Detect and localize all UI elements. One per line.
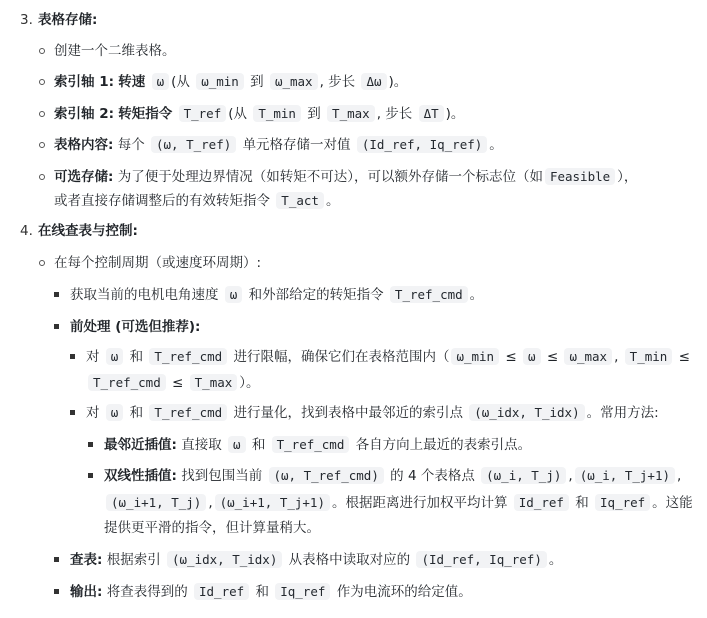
bl-c2: , (677, 468, 682, 484)
code-t-ref-cmd: T_ref_cmd (149, 348, 227, 365)
bl-pre: 找到包围当前 (181, 468, 263, 484)
code-t-min: T_min (253, 105, 301, 122)
axis2-end: )。 (445, 106, 465, 122)
bl-mid2: 。根据距离进行加权平均计算 (331, 495, 508, 511)
list-item-bilinear-line1 (104, 465, 681, 487)
code-point-1: (ω_i, T_j) (481, 467, 566, 484)
bl-and: 和 (575, 495, 589, 511)
list-item-lookup (70, 549, 562, 571)
optional-text1-end: ）， (617, 169, 638, 185)
list-item-axis2 (54, 103, 464, 125)
code-omega-min: ω_min (451, 348, 499, 365)
list-number-3: 3. (20, 12, 33, 28)
content-label: 表格内容: (54, 137, 114, 153)
code-point-2: (ω_i, T_j+1) (575, 467, 675, 484)
code-delta-t: ΔT (419, 105, 444, 122)
list-item-optional-line1 (54, 166, 637, 188)
list-item-bilinear-line2 (104, 492, 693, 514)
content-end: 。 (489, 137, 503, 153)
axis1-end: )。 (388, 74, 408, 90)
out-and: 和 (255, 584, 269, 600)
code-iq-ref: Iq_ref (275, 583, 330, 600)
code-t-max: T_max (327, 105, 375, 122)
bullet-square-icon (54, 557, 59, 562)
bullet-square-icon (70, 410, 75, 415)
list-item-nearest-neighbor (104, 434, 531, 456)
axis1-label: 索引轴 1: (54, 74, 114, 90)
axis1-from: (从 (171, 74, 190, 90)
list-item-bilinear-line3: 提供更平滑的指令，但计算量稍大。 (104, 520, 320, 536)
bl-mid: 的 4 个表格点 (390, 468, 475, 484)
quant-and: 和 (129, 405, 144, 421)
lookup-mid: 从表格中读取对应的 (288, 552, 411, 568)
list-item-optional-line2 (54, 190, 339, 212)
list-item-get-speed (70, 284, 483, 306)
code-feasible: Feasible (545, 168, 615, 185)
limit-mid: 进行限幅，确保它们在表格范围内（ (233, 349, 450, 365)
nn-label: 最邻近插值: (104, 437, 177, 453)
section-title-table-storage: 表格存储: (38, 12, 98, 28)
bullet-square-icon (88, 473, 93, 478)
bullet-circle-icon (39, 142, 45, 148)
bullet-circle-icon (39, 111, 45, 117)
code-omega-max: ω_max (564, 348, 612, 365)
nn-end: 各自方向上最近的表索引点。 (355, 437, 532, 453)
code-omega: ω (152, 73, 170, 90)
limit-end: ）。 (239, 375, 260, 391)
bullet-square-icon (88, 442, 93, 447)
get-mid: 和外部给定的转矩指令 (248, 287, 384, 303)
code-omega: ω (106, 348, 124, 365)
bl-end: 。这能 (652, 495, 693, 511)
bullet-circle-icon (39, 174, 45, 180)
limit-comma: , (614, 349, 619, 365)
bullet-circle-icon (39, 260, 45, 266)
code-iq-ref: Iq_ref (595, 494, 650, 511)
code-omega: ω (523, 348, 541, 365)
bullet-circle-icon (39, 48, 45, 54)
bullet-square-icon (54, 589, 59, 594)
code-omega-max: ω_max (270, 73, 318, 90)
limit-pre: 对 (86, 349, 100, 365)
optional-text2: 或者直接存储调整后的有效转矩指令 (54, 193, 270, 209)
list-item-table-content (54, 134, 503, 156)
bullet-square-icon (70, 354, 75, 359)
get-end: 。 (469, 287, 484, 303)
code-t-min: T_min (625, 348, 673, 365)
axis1-speed: 转速 (118, 74, 146, 90)
content-pre: 每个 (117, 137, 145, 153)
code-t-ref-cmd: T_ref_cmd (88, 374, 166, 391)
code-omega: ω (106, 404, 124, 421)
list-number-4: 4. (20, 223, 33, 239)
out-end: 作为电流环的给定值。 (336, 584, 472, 600)
code-omega-tref-cmd-pair: (ω, T_ref_cmd) (269, 467, 384, 484)
bullet-circle-icon (39, 79, 45, 85)
bullet-square-icon (54, 292, 59, 297)
code-t-ref-cmd: T_ref_cmd (149, 404, 227, 421)
code-omega-tref-pair: (ω, T_ref) (151, 136, 236, 153)
code-point-3: (ω_i+1, T_j) (106, 494, 206, 511)
section-title-online-lookup: 在线查表与控制: (38, 223, 138, 239)
axis2-step: , 步长 (376, 106, 413, 122)
code-t-ref: T_ref (179, 105, 227, 122)
limit-le3: ≤ (678, 349, 690, 365)
out-pre: 将查表得到的 (106, 584, 188, 600)
limit-le1: ≤ (505, 349, 517, 365)
code-id-ref: Id_ref (514, 494, 569, 511)
axis2-torque: 转矩指令 (118, 106, 173, 122)
get-pre: 获取当前的电机电角速度 (70, 287, 219, 303)
quant-mid: 进行量化，找到表格中最邻近的索引点 (233, 405, 463, 421)
axis2-to: 到 (307, 106, 321, 122)
list-item-axis1 (54, 71, 407, 93)
lookup-end: 。 (548, 552, 563, 568)
bl-label: 双线性插值: (104, 468, 177, 484)
quant-pre: 对 (86, 405, 100, 421)
code-point-4: (ω_i+1, T_j+1) (215, 494, 330, 511)
optional-text1: 为了便于处理边界情况（如转矩不可达），可以额外存储一个标志位（如 (117, 169, 543, 185)
list-item-quantize (86, 402, 659, 424)
out-label: 输出: (70, 584, 103, 600)
list-item-limit-line2 (86, 372, 260, 394)
limit-and: 和 (129, 349, 144, 365)
optional-text2-end: 。 (325, 193, 340, 209)
axis1-to: 到 (250, 74, 264, 90)
content-mid: 单元格存储一对值 (242, 137, 351, 153)
code-t-ref-cmd: T_ref_cmd (272, 436, 350, 453)
axis2-label: 索引轴 2: (54, 106, 114, 122)
code-omega: ω (228, 436, 246, 453)
code-omega-min: ω_min (196, 73, 244, 90)
code-id-iq-pair: (Id_ref, Iq_ref) (357, 136, 487, 153)
list-item-limit-line1 (86, 346, 690, 368)
list-item-create-table: 创建一个二维表格。 (54, 43, 176, 59)
bl-c3: , (208, 495, 213, 511)
code-id-iq-pair: (Id_ref, Iq_ref) (416, 551, 546, 568)
limit-le4: ≤ (172, 375, 184, 391)
code-t-act: T_act (276, 192, 324, 209)
code-t-max: T_max (190, 374, 238, 391)
bl-c1: , (568, 468, 573, 484)
list-item-output (70, 581, 472, 603)
code-idx-pair: (ω_idx, T_idx) (469, 404, 584, 421)
nn-and: 和 (251, 437, 266, 453)
limit-le2: ≤ (546, 349, 559, 365)
bullet-square-icon (54, 324, 59, 329)
lookup-pre: 根据索引 (106, 552, 161, 568)
nn-pre: 直接取 (181, 437, 222, 453)
quant-end: 。常用方法: (586, 405, 659, 421)
axis2-from: (从 (228, 106, 248, 122)
list-item-each-cycle: 在每个控制周期（或速度环周期）: (54, 255, 262, 271)
list-item-preprocess: 前处理 (可选但推荐): (70, 319, 201, 335)
code-id-ref: Id_ref (194, 583, 249, 600)
code-delta-omega: Δω (361, 73, 386, 90)
lookup-label: 查表: (70, 552, 103, 568)
code-t-ref-cmd: T_ref_cmd (390, 286, 468, 303)
code-idx-pair: (ω_idx, T_idx) (167, 551, 282, 568)
code-omega: ω (225, 286, 243, 303)
axis1-step: , 步长 (319, 74, 356, 90)
optional-label: 可选存储: (54, 169, 114, 185)
